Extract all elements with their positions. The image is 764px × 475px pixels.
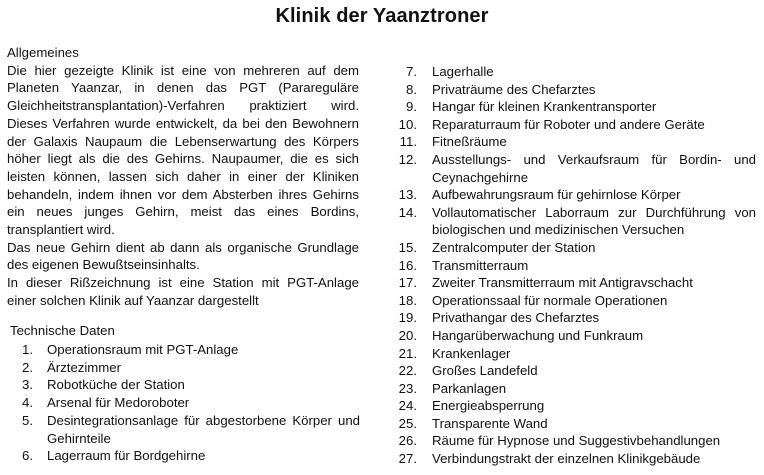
item-number: 6.	[22, 448, 33, 464]
general-paragraph-3: In dieser Rißzeichnung ist eine Station mit PGT-Anlage einer solchen Klinik auf Yaanzar dargestellt	[7, 275, 359, 308]
list-item	[384, 186, 756, 204]
item-number: 23.	[398, 380, 417, 396]
list-item	[10, 412, 360, 447]
general-paragraph-2: Das neue Gehirn dient ab dann als organische Grundlage des eigenen Bewußtseinsinhalts.	[7, 239, 359, 273]
item-text: Hangarüberwachung und Funkraum	[432, 327, 644, 343]
item-number: 2.	[22, 359, 33, 375]
item-text: Krankenlager	[432, 345, 511, 361]
item-text: Zentralcomputer der Station	[432, 239, 596, 255]
item-number: 20.	[398, 327, 417, 343]
item-text: Operationsraum mit PGT-Anlage	[47, 342, 239, 357]
item-number: 25.	[398, 415, 417, 431]
list-item	[384, 239, 756, 257]
list-item	[384, 397, 756, 415]
item-text: Ausstellungs- und Verkaufsraum für Bordin- und Ceynachgehirne	[432, 151, 756, 185]
item-number: 10.	[398, 116, 417, 132]
legend-list	[384, 63, 756, 468]
item-text: Transparente Wand	[432, 415, 548, 431]
list-item	[384, 116, 756, 134]
list-item	[384, 204, 756, 239]
item-text: Großes Landefeld	[432, 363, 538, 379]
list-item	[384, 151, 756, 186]
item-text: Zweiter Transmitterraum mit Antigravschacht	[432, 275, 693, 291]
item-text: Lagerhalle	[432, 64, 494, 79]
general-heading: Allgemeines	[7, 45, 79, 60]
item-text: Verbindungstrakt der einzelnen Klinikgebäude	[432, 451, 701, 467]
list-item	[384, 98, 756, 116]
item-number: 15.	[398, 239, 417, 255]
list-item	[10, 341, 360, 359]
item-text: Robotküche der Station	[47, 377, 185, 393]
item-number: 7.	[406, 64, 417, 79]
list-item	[10, 359, 360, 377]
item-number: 1.	[22, 342, 33, 357]
item-text: Vollautomatischer Laborraum zur Durchführung von biologischen und medizinischen Versuchen	[432, 204, 756, 238]
item-number: 22.	[398, 363, 417, 379]
page-title: Klinik der Yaanztroner	[275, 5, 489, 27]
item-text: Räume für Hypnose und Suggestivbehandlungen	[432, 433, 721, 449]
list-item	[384, 257, 756, 275]
item-number: 4.	[22, 395, 33, 411]
list-item	[384, 309, 756, 327]
list-item	[384, 362, 756, 380]
item-text: Privaträume des Chefarztes	[432, 81, 596, 97]
general-section	[7, 44, 359, 310]
item-text: Arsenal für Medoroboter	[47, 395, 190, 411]
general-paragraph-1: Die hier gezeigte Klinik ist eine von mehreren auf dem Planeten Yaanzar, in denen das PGT (Parareguläre Gleichheitstransplantation)-Verfahren praktiziert wird. Dieses Verfahren wurde entwickelt, da bei den Bewohnern der Galaxis Naupaum die Lebenserwartung des Körpers höher liegt als die des Gehirns. Naupaumer, die es sich leisten können, lassen sich daher in einer der Kliniken behandeln, indem ihnen vor dem Absterben ihres Gehirns ein neues junges Gehirn, meist das eines Bordins, transplantiert wird.	[7, 62, 359, 238]
list-item	[384, 380, 756, 398]
item-text: Parkanlagen	[432, 380, 507, 396]
list-item	[10, 447, 360, 465]
list-item	[384, 292, 756, 310]
list-item	[10, 376, 360, 394]
list-item	[384, 81, 756, 99]
item-number: 16.	[398, 257, 417, 273]
list-item	[384, 450, 756, 468]
item-text: Aufbewahrungsraum für gehirnlose Körper	[432, 187, 681, 203]
item-number: 3.	[22, 377, 33, 393]
item-number: 14.	[398, 204, 417, 220]
item-number: 13.	[398, 187, 417, 203]
item-text: Desintegrationsanlage für abgestorbene Körper und Gehirnteile	[47, 412, 360, 446]
item-text: Lagerraum für Bordgehirne	[47, 448, 206, 464]
item-number: 8.	[406, 81, 417, 97]
list-item	[384, 327, 756, 345]
item-number: 18.	[398, 292, 417, 308]
list-item	[384, 415, 756, 433]
item-text: Privathangar des Chefarztes	[432, 310, 600, 326]
list-item	[384, 274, 756, 292]
item-text: Ärztezimmer	[47, 359, 121, 375]
item-text: Fitneßräume	[432, 134, 507, 150]
item-number: 12.	[398, 151, 417, 167]
item-number: 9.	[406, 99, 417, 115]
list-item	[384, 432, 756, 450]
item-number: 26.	[398, 433, 417, 449]
list-item	[10, 394, 360, 412]
item-number: 5.	[22, 412, 33, 428]
list-item	[384, 63, 756, 81]
item-text: Reparaturraum für Roboter und andere Geräte	[432, 116, 705, 132]
item-number: 17.	[398, 275, 417, 291]
item-text: Hangar für kleinen Krankentransporter	[432, 99, 657, 115]
technical-heading: Technische Daten	[10, 323, 115, 338]
technical-list	[10, 341, 360, 465]
item-number: 21.	[398, 345, 417, 361]
item-number: 24.	[398, 398, 417, 414]
item-number: 11.	[399, 134, 417, 150]
item-number: 19.	[398, 310, 417, 326]
item-number: 27.	[398, 451, 417, 467]
item-text: Operationssaal für normale Operationen	[432, 292, 668, 308]
item-text: Energieabsperrung	[432, 398, 545, 414]
list-item	[384, 345, 756, 363]
list-item	[384, 133, 756, 151]
item-text: Transmitterraum	[432, 257, 529, 273]
